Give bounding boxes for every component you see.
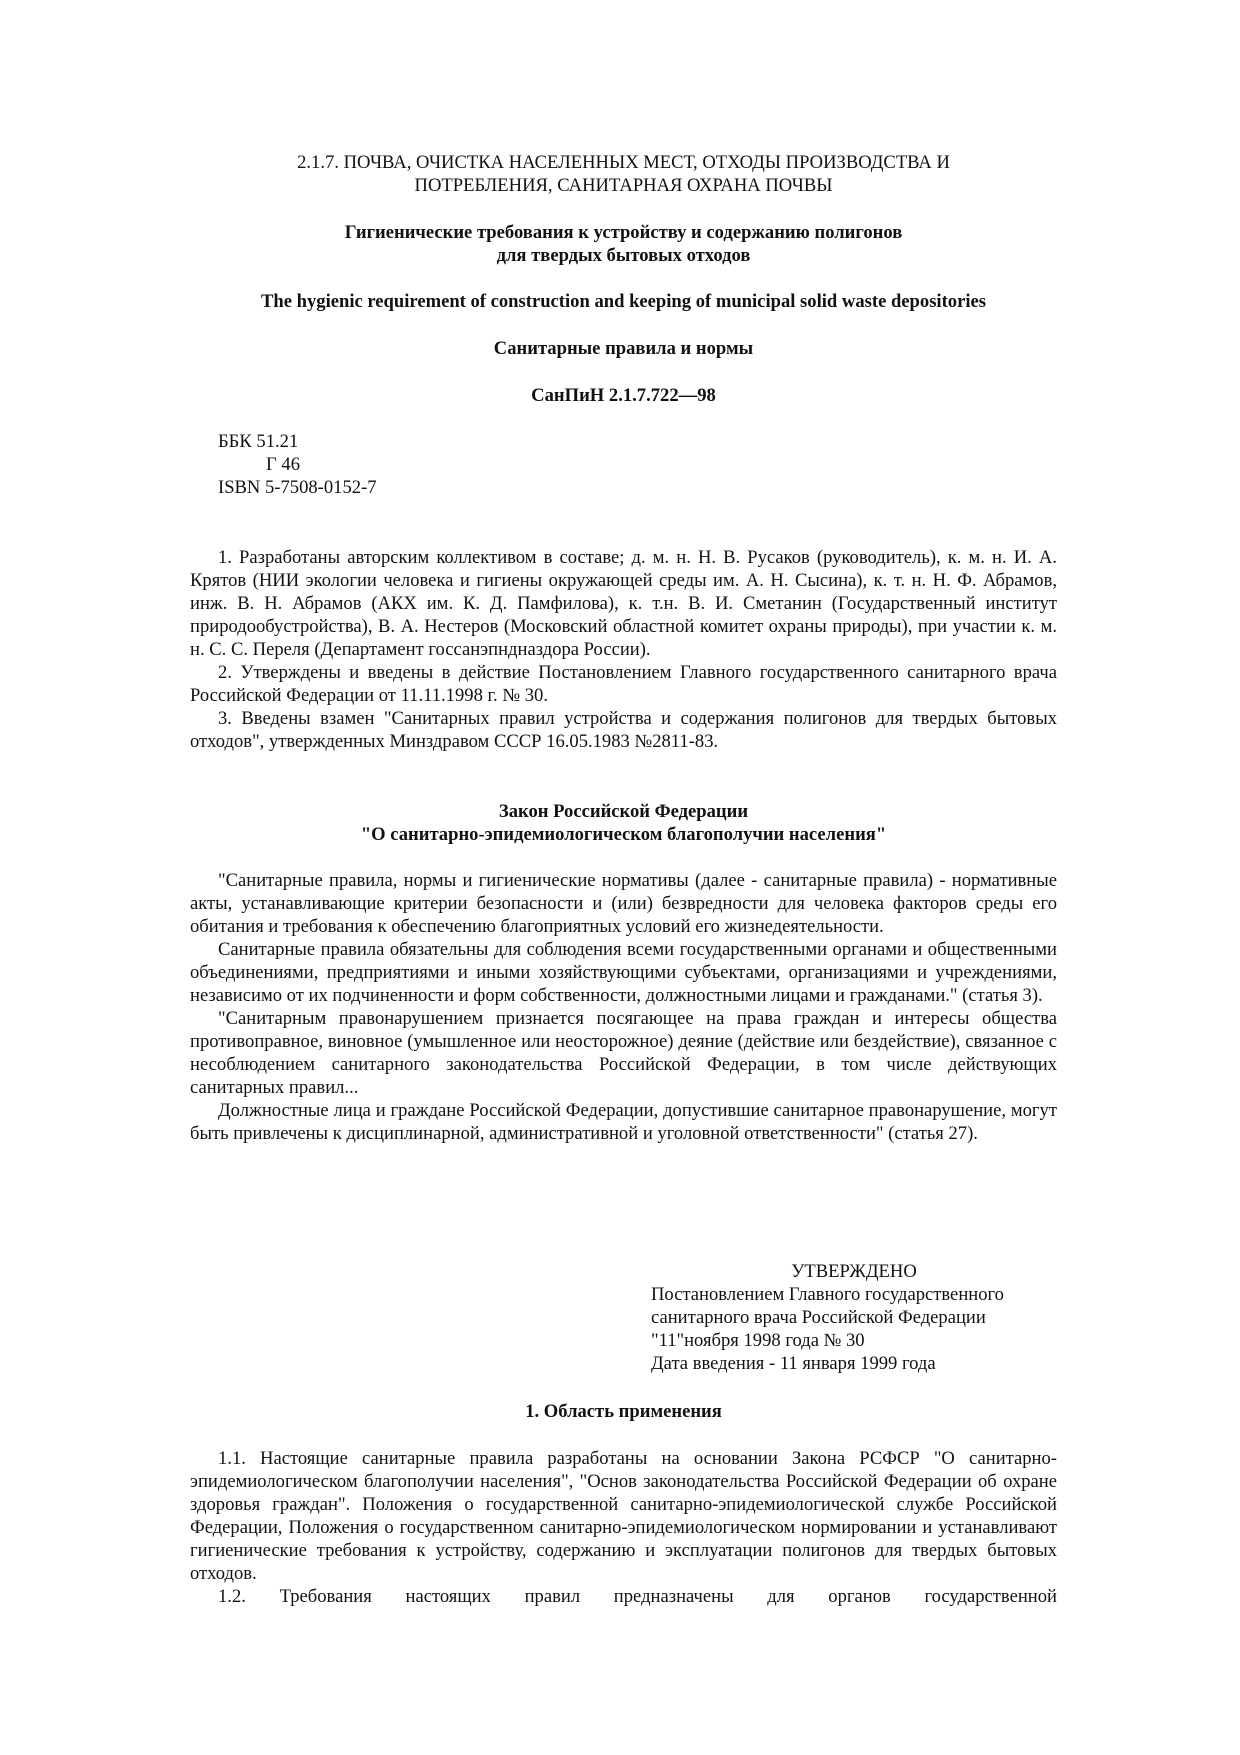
law-paragraph-3: "Санитарным правонарушением признается посягающее на права граждан и интересы общества противоправное, виновное (умышленное или неосторожное) деяние (действие или бездействие), связанное с несоблюдением санитарного законодательства Российской Федерации, в том числе действующих санитарных правил...: [190, 1008, 1057, 1098]
law-paragraph-4: Должностные лица и граждане Российской Федерации, допустившие санитарное правонарушение, могут быть привлечены к дисциплинарной, административной и уголовной ответственности" (статья 27).: [190, 1100, 1057, 1144]
section-1-paragraph-1: 1.1. Настоящие санитарные правила разработаны на основании Закона РСФСР "О санитарно-эпидемиологическом благополучии населения", "Основ законодательства Российской Федерации об охране здоровья граждан". Положения о государственной санитарно-эпидемиологической службе Российской Федерации, Положения о государственном санитарно-эпидемиологическом нормировании и устанавливают гигиенические требования к устройству, содержанию и эксплуатации полигонов для твердых бытовых отходов.: [190, 1448, 1057, 1584]
document-title-ru: [190, 221, 1057, 267]
catalog-isbn: ISBN 5-7508-0152-7: [218, 477, 377, 498]
approval-line-3: "11"ноября 1998 года № 30: [651, 1330, 865, 1351]
approval-line-4: Дата введения - 11 января 1999 года: [651, 1353, 936, 1374]
approval-block: [651, 1260, 1057, 1375]
law-title-line1: Закон Российской Федерации: [498, 801, 749, 822]
document-title-en: The hygienic requirement of construction and keeping of municipal solid waste depositories: [260, 291, 986, 312]
approval-heading: УТВЕРЖДЕНО: [791, 1261, 917, 1282]
law-paragraph-1: "Санитарные правила, нормы и гигиенические нормативы (далее - санитарные правила) - нормативные акты, устанавливающие критерии безопасности и (или) безвредности для человека факторов среды его обитания и требования к обеспечению благоприятных условий его жизнедеятельности.: [190, 870, 1057, 937]
catalog-info: [218, 430, 377, 499]
intro-paragraph-1: 1. Разработаны авторским коллективом в составе; д. м. н. Н. В. Русаков (руководитель), к. м. н. И. А. Крятов (НИИ экологии человека и гигиены окружающей среды им. А. Н. Сысина), к. т. н. Н. Ф. Абрамов, инж. В. Н. Абрамов (АКХ им. К. Д. Памфилова), к. т.н. В. И. Сметанин (Государственный институт природообустройства), В. А. Нестеров (Московский областной комитет охраны природы), при участии к. м. н. С. С. Переля (Департамент госсанэпндназдора России).: [190, 547, 1057, 660]
section-heading: [190, 151, 1057, 197]
section-heading-line1: 2.1.7. ПОЧВА, ОЧИСТКА НАСЕЛЕННЫХ МЕСТ, ОТХОДЫ ПРОИЗВОДСТВА И: [297, 152, 950, 173]
document-kind: Санитарные правила и нормы: [493, 338, 754, 359]
section-1-paragraph-2: 1.2. Требования настоящих правил предназначены для органов государственной: [218, 1586, 1057, 1607]
section-heading-line2: ПОТРЕБЛЕНИЯ, САНИТАРНАЯ ОХРАНА ПОЧВЫ: [414, 175, 833, 196]
intro-section: [190, 546, 1057, 753]
law-quote: [190, 869, 1057, 1145]
catalog-bbk: ББК 51.21: [218, 431, 299, 452]
intro-paragraph-3: 3. Введены взамен "Санитарных правил устройства и содержания полигонов для твердых бытовых отходов", утвержденных Минздравом СССР 16.05.1983 №2811-83.: [190, 708, 1057, 752]
intro-paragraph-2: 2. Утверждены и введены в действие Постановлением Главного государственного санитарного врача Российской Федерации от 11.11.1998 г. № 30.: [190, 662, 1057, 706]
section-1-body: [190, 1447, 1057, 1608]
approval-line-2: санитарного врача Российской Федерации: [651, 1307, 986, 1328]
section-1-title: 1. Область применения: [525, 1401, 722, 1422]
law-title-line2: "О санитарно-эпидемиологическом благополучии населения": [360, 824, 887, 845]
document-title-ru-line1: Гигиенические требования к устройству и содержанию полигонов: [344, 222, 903, 243]
document-code: СанПиН 2.1.7.722—98: [531, 385, 716, 406]
approval-line-1: Постановлением Главного государственного: [651, 1284, 1004, 1305]
law-paragraph-2: Санитарные правила обязательны для соблюдения всеми государственными органами и общественными объединениями, предприятиями и иными хозяйствующими субъектами, организациями и учреждениями, независимо от их подчиненности и форм собственности, должностными лицами и гражданами." (статья 3).: [190, 939, 1057, 1006]
law-title: [190, 800, 1057, 846]
catalog-g: Г 46: [266, 454, 300, 475]
document-title-ru-line2: для твердых бытовых отходов: [496, 245, 751, 266]
